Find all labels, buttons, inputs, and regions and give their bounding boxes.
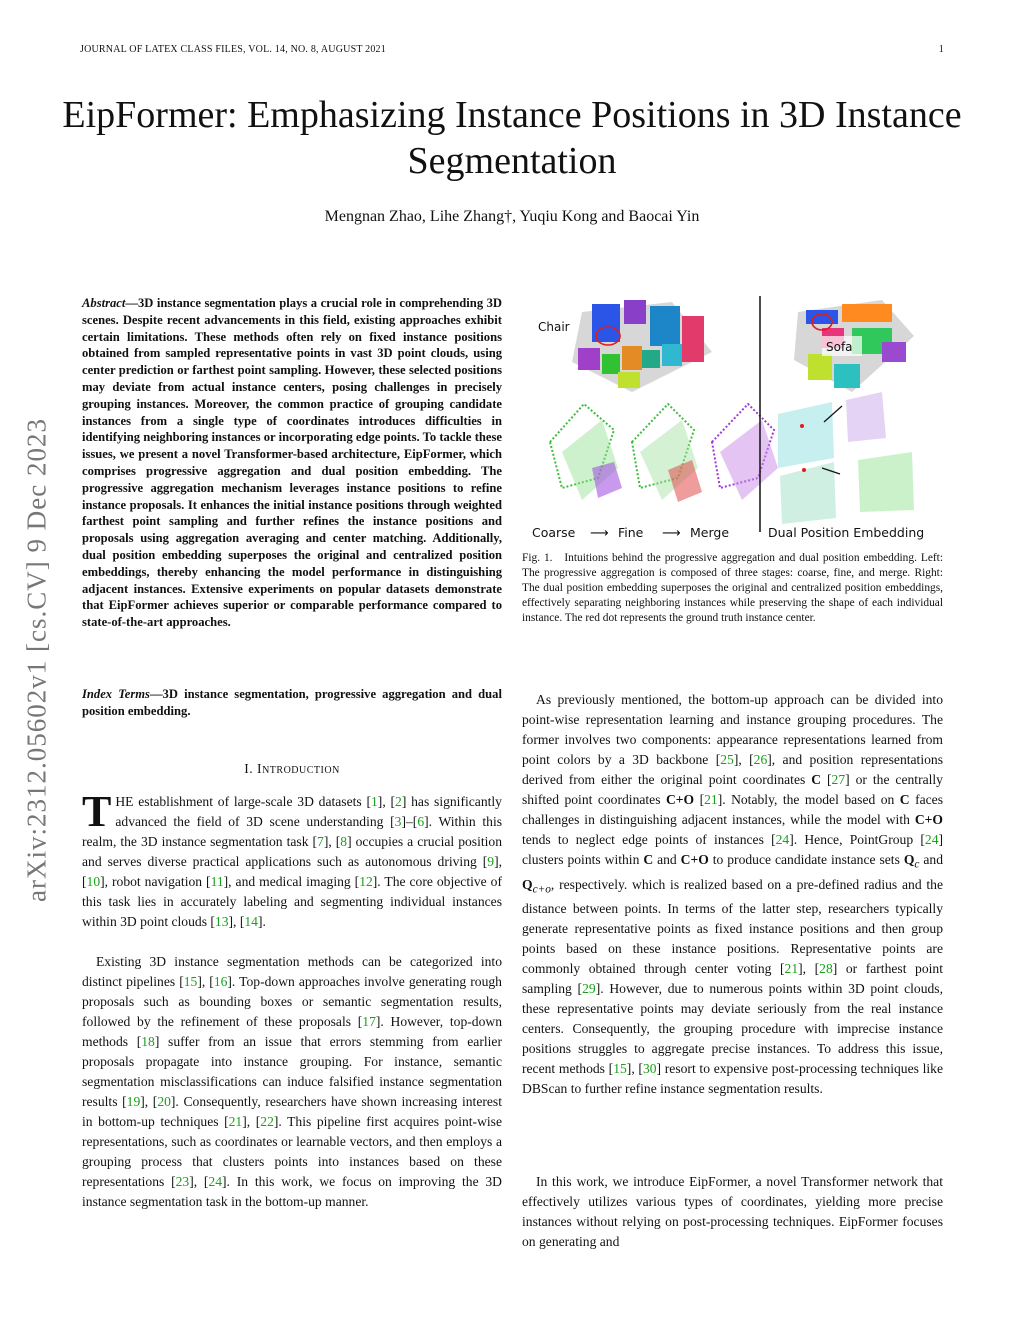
right-paragraph-1 [522,690,943,1099]
citation-link[interactable]: 28 [819,961,833,977]
section-heading [82,761,502,777]
paper-title: EipFormer: Emphasizing Instance Positions in 3D Instance Segmentation [62,94,962,182]
citation-link[interactable]: 18 [141,1034,155,1049]
fine-label: Fine [618,525,644,540]
citation-link[interactable]: 22 [260,1114,274,1129]
paragraph-body: In this work, we introduce EipFormer, a novel Transformer network that effectively utilizes various types of coordinates, yielding more precise instances without relying on post-processing techniques. EipFormer focuses on generating and [522,1174,943,1249]
citation-link[interactable]: 21 [784,961,799,977]
figure-illustration [522,292,943,542]
merge-label: Merge [690,525,730,540]
fine-chair [632,404,702,502]
citation-link[interactable]: 24 [208,1174,223,1189]
math-symbol: C+O [665,792,695,807]
citation-link[interactable]: 14 [244,914,258,929]
citation-link[interactable]: 15 [613,1061,627,1077]
citation-link[interactable]: 16 [213,974,228,989]
math-symbol: C [899,792,910,807]
citation-link[interactable]: 19 [126,1094,141,1109]
caption-text: Intuitions behind the progressive aggregation and dual position embedding. Left: The progressive aggregation is composed of three stages: coarse, fine, and merge. Right: The dual position embedding superposes the original and centralized position embeddings, effectively separating neighboring instances while preserving the shape of each individual instance. The red dot represents the ground truth instance center. [522,552,943,624]
drop-cap: T [82,787,112,836]
math-symbol: Q [903,852,915,867]
citation-link[interactable]: 17 [362,1014,376,1029]
citation-link[interactable]: 24 [924,832,939,847]
citation-link[interactable]: 25 [720,752,734,767]
math-subscript: c+o [532,883,551,896]
math-symbol: C+O [914,812,943,827]
dual-position-sofa [778,392,914,524]
citation-link[interactable]: 30 [642,1061,657,1077]
citation-link[interactable]: 20 [157,1094,171,1109]
index-terms-label: Index Terms [82,687,150,701]
citation-link[interactable]: 29 [582,981,596,997]
citation-link[interactable]: 3 [394,814,402,829]
citation-link[interactable]: 27 [831,772,846,787]
section-title: Introduction [257,761,340,776]
math-symbol: Q [522,876,533,892]
arrow-2: ⟶ [662,526,681,541]
coarse-label: Coarse [532,525,576,540]
citation-link[interactable]: 15 [183,974,198,989]
math-subscript: c [914,858,920,871]
journal-name: JOURNAL OF LATEX CLASS FILES, VOL. 14, NO. 8, AUGUST 2021 [80,44,386,55]
paragraph-body: As previously mentioned, the bottom-up approach can be divided into point-wise representation learning and instance grouping procedures. The former involves two components: appearance representations learned from point colors by a 3D backbone [25], [26], and position representations derived from either the original point coordinates C [27] or the centrally shifted point coordinates C+O [21]. Notably, the model based on C faces challenges in distinguishing adjacent instances, while the model with C+O tends to neglect edge points of instances [24]. Hence, PointGroup [24] clusters points within C and C+O to produce candidate instance sets $Q_c$ and $Q_{c+o}$, respectively. which is realized based on a pre-defined radius and the distance between points. In terms of the latter step, researchers typically generate representative points as fixed instance positions and then group points based on these instance positions. Representative points are commonly obtained through center voting [21], [28] or farthest point sampling [29]. However, due to numerous points within 3D point clouds, these representative points may deviate seriously from the real instance centers. Consequently, the grouping procedure with imprecise instance positions struggles to aggregate precise instances. To address this issue, recent methods [15], [30] resort to expensive post-processing techniques like DBScan to further refine instance segmentation results. [522,692,944,1097]
section-number: I. [244,761,254,776]
citation-link[interactable]: 26 [753,752,768,767]
math-symbol: C [811,772,822,787]
figure-caption [522,551,943,626]
citation-link[interactable]: 24 [775,832,790,847]
citation-link[interactable]: 13 [214,914,229,929]
abstract-text: —3D instance segmentation plays a crucial role in comprehending 3D scenes. Despite recent advancements in this field, existing approaches exhibit certain limitations. These methods often rely on fixed instance positions obtained from sampled representative points in vast 3D point clouds, using center prediction or farthest point sampling. However, these selected positions may deviate from actual instance centers, posing challenges in precisely grouping instances. Moreover, the common practice of grouping candidate instances from a single type of coordinates introduces difficulties in identifying neighboring instances or incorporating edge points. To tackle these issues, we present a novel Transformer-based architecture, EipFormer, which comprises progressive aggregation and dual position embedding. The progressive aggregation mechanism leverages instance positions to refine instance proposals. It enhances the initial instance positions through weighted farthest point sampling and further refines the instance positions and proposals using aggregation averaging and center matching. Additionally, dual position embedding superposes the original and centralized position embeddings, thereby enhancing the model performance in distinguishing adjacent instances. Extensive experiments on popular datasets demonstrate that EipFormer achieves superior or comparable performance compared to state-of-the-art approaches. [82,296,502,630]
citation-link[interactable]: 9 [487,854,495,869]
math-symbol: C [643,852,654,867]
page-number: 1 [938,44,944,55]
abstract [82,295,502,631]
paragraph-body: Existing 3D instance segmentation methods can be categorized into distinct pipelines [15], [16]. Top-down approaches involve generating rough proposals such as bounding boxes or semantic segmentation results, followed by the refinement of these proposals [17]. However, top-down methods [18] suffer from an issue that errors stemming from earlier proposals propagate into instance grouping. For instance, semantic segmentation misclassifications can induce falsified instance segmentation results [19], [20]. Consequently, researchers have shown increasing interest in bottom-up techniques [21], [22]. This pipeline first acquires point-wise representations, such as coordinates or learnable vectors, and then employs a grouping process that clusters points into instances based on these representations [23], [24]. In this work, we focus on improving the 3D instance segmentation task in the bottom-up manner. [82,954,502,1209]
abstract-label: Abstract [82,296,126,310]
citation-link[interactable]: 11 [210,874,224,889]
coarse-chair [550,404,622,500]
dpe-label: Dual Position Embedding [768,525,925,540]
chair-label: Chair [538,320,570,334]
intro-paragraph-2 [82,952,502,1212]
caption-label: Fig. 1. [522,552,553,564]
index-terms-text: —3D instance segmentation, progressive aggregation and dual position embedding. [82,687,502,718]
sofa-label: Sofa [826,340,853,354]
citation-link[interactable]: 21 [228,1114,243,1129]
running-header [80,44,944,55]
figure-1 [522,292,943,542]
citation-link[interactable]: 8 [340,834,348,849]
index-terms [82,686,502,720]
arxiv-stamp-text: arXiv:2312.05602v1 [cs.CV] 9 Dec 2023 [21,418,52,902]
citation-link[interactable]: 21 [704,792,718,807]
citation-link[interactable]: 2 [395,794,402,809]
author-list: Mengnan Zhao, Lihe Zhang†, Yuqiu Kong and Baocai Yin [324,208,700,225]
arrow-1: ⟶ [590,526,609,541]
paragraph-body: HE establishment of large-scale 3D datasets [1], [2] has significantly advanced the field of 3D scene understanding [3]–[6]. Within this realm, the 3D instance segmentation task [7], [8] occupies a crucial position and serves diverse practical applications such as autonomous driving [9], [10], robot navigation [11], and medical imaging [12]. The core objective of this task lies in accurately labeling and segmenting individual instances within 3D point clouds [13], [14]. [82,794,503,929]
citation-link[interactable]: 6 [417,814,425,829]
math-symbol: C+O [680,852,709,867]
arxiv-stamp [12,360,62,960]
citation-link[interactable]: 10 [86,874,101,889]
right-paragraph-2 [522,1172,943,1252]
citation-link[interactable]: 23 [175,1174,190,1189]
intro-paragraph-1 [82,787,503,932]
citation-link[interactable]: 1 [371,794,378,809]
citation-link[interactable]: 12 [359,874,373,889]
merge-chair [712,404,778,500]
chair-scene [572,300,712,392]
citation-link[interactable]: 7 [317,834,324,849]
